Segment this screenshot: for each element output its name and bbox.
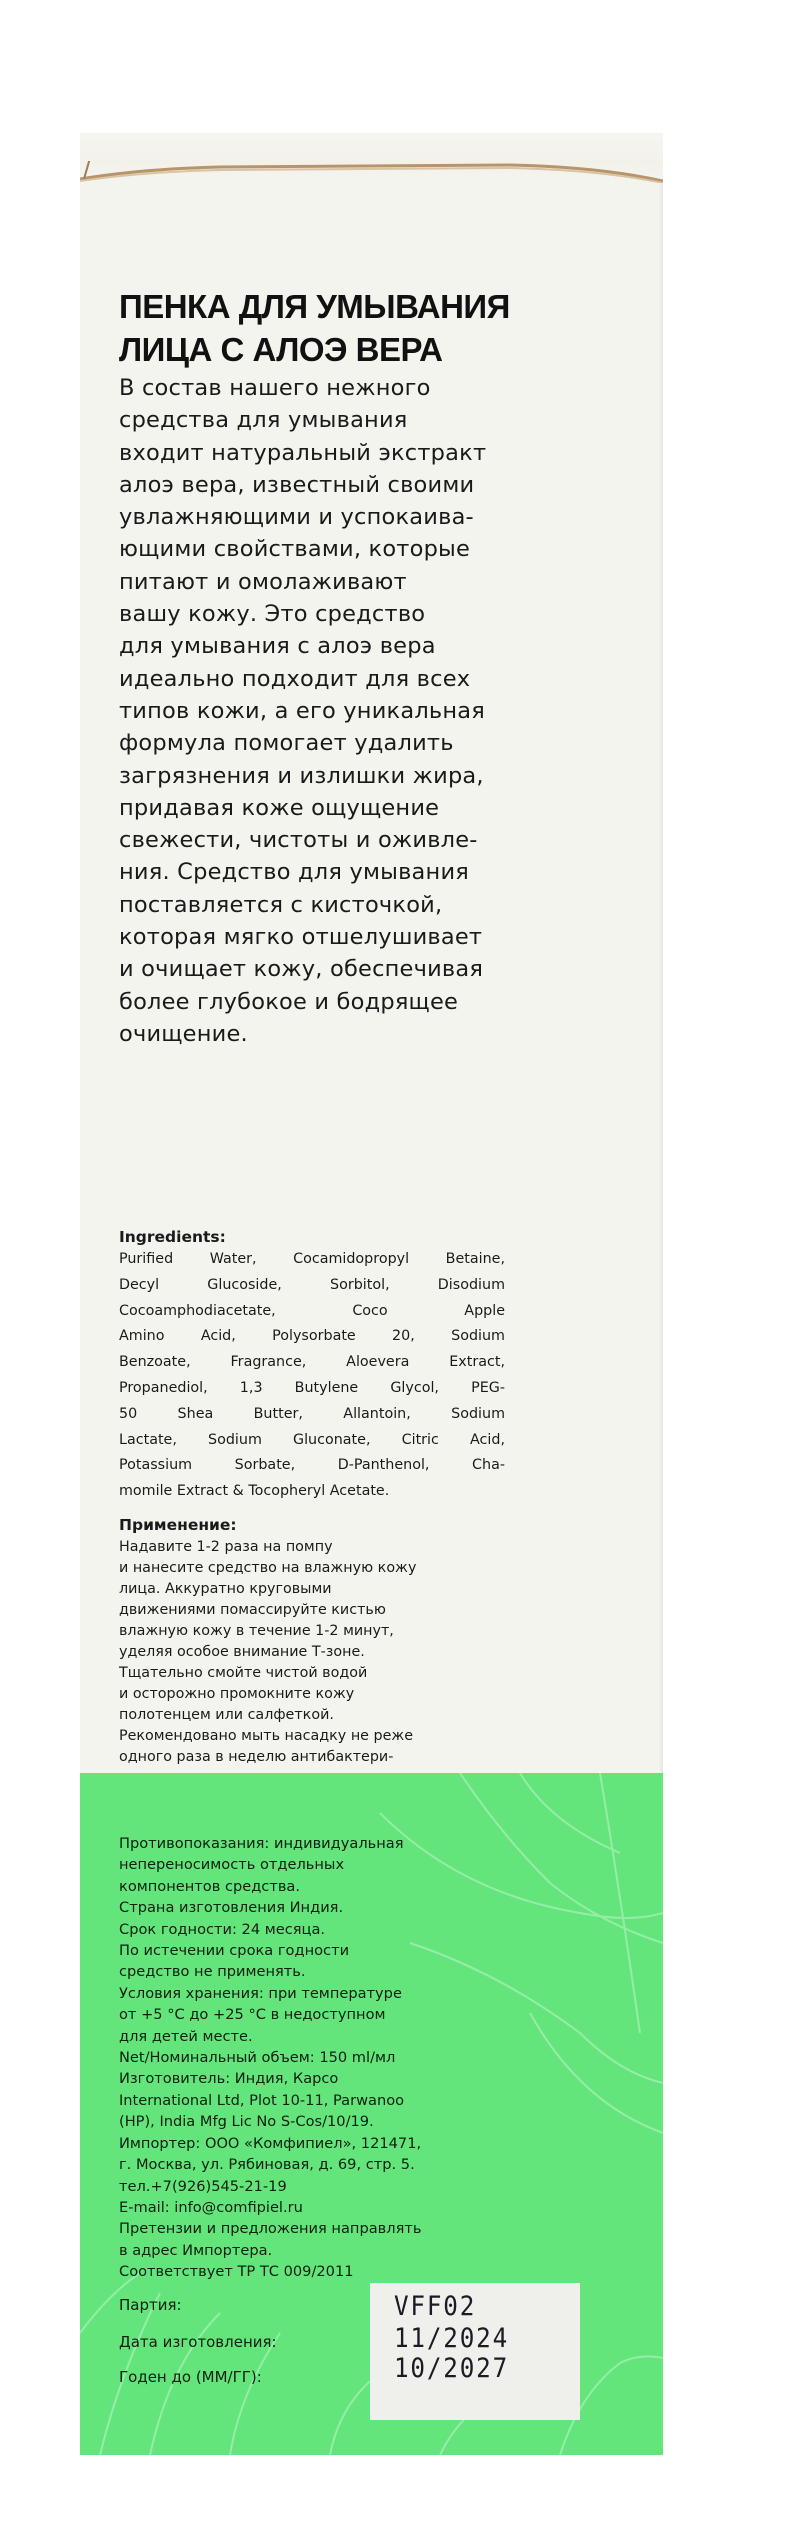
usage-line: и осторожно промокните кожу [119,1686,355,1702]
description-line: загрязнения и излишки жира, [119,762,484,789]
description-line: типов кожи, а его уникальная [119,697,485,724]
ingredients-line: Cocoamphodiacetate, Coco Apple [119,1302,505,1319]
description-line: входит натуральный экстракт [119,439,487,466]
info-line: средство не применять. [119,1963,306,1981]
info-line: По истечении срока годности [119,1942,350,1960]
lot-stamp-area [370,2283,580,2420]
info-line: E-mail: info@comfipiel.ru [119,2198,303,2216]
info-line: г. Москва, ул. Рябиновая, д. 69, стр. 5. [119,2156,415,2174]
info-line: Условия хранения: при температуре [119,1984,402,2002]
info-line: Соответствует ТР ТС 009/2011 [119,2263,354,2281]
product-box-side-panel [80,133,663,2455]
info-line: Net/Номинальный объем: 150 ml/мл [119,2049,396,2067]
description-line: и очищает кожу, обеспечивая [119,956,484,983]
usage-instructions [119,1537,539,1789]
info-line: компонентов средства. [119,1877,301,1895]
info-line: в адрес Импортера. [119,2241,273,2259]
description-line: питают и омолаживают [119,568,407,595]
ingredients-line: Benzoate, Fragrance, Aloevera Extract, [119,1354,505,1371]
box-flap-edge [80,161,663,183]
usage-line: Рекомендовано мыть насадку не реже [119,1728,414,1744]
description-line: средства для умывания [119,407,408,434]
usage-heading: Применение: [119,1516,237,1534]
info-line: Импортер: ООО «Комфипиел», 121471, [119,2134,422,2152]
description-line: ния. Средство для умывания [119,859,470,886]
product-description [119,372,619,1050]
usage-line: влажную кожу в течение 1-2 минут, [119,1623,394,1639]
title-line: ПЕНКА ДЛЯ УМЫВАНИЯ [119,288,510,325]
description-line: которая мягко отшелушивает [119,924,483,951]
description-line: ющими свойствами, которые [119,536,471,563]
description-line: вашу кожу. Это средство [119,601,426,628]
product-info [119,1833,619,2283]
usage-line: одного раза в неделю антибактери- [119,1749,394,1765]
info-line: Страна изготовления Индия. [119,1899,344,1917]
info-line: тел.+7(926)545-21-19 [119,2177,287,2195]
product-title [119,285,639,371]
description-line: для умывания с алоэ вера [119,633,436,660]
usage-line: и нанесите средство на влажную кожу [119,1560,417,1576]
ingredients-list [119,1247,505,1505]
usage-line: уделяя особое внимание Т-зоне. [119,1644,365,1660]
ingredients-line: Amino Acid, Polysorbate 20, Sodium [119,1328,505,1345]
ingredients-line: Lactate, Sodium Gluconate, Citric Acid, [119,1431,505,1448]
ingredients-line: momile Extract & Tocopheryl Acetate. [119,1483,390,1500]
title-line: ЛИЦА С АЛОЭ ВЕРА [119,331,443,368]
ingredients-heading: Ingredients: [119,1228,226,1246]
description-line: придавая коже ощущение [119,794,440,821]
info-line: непереносимость отдельных [119,1856,345,1874]
manufactured-date-label: Дата изготовления: [119,2333,277,2351]
usage-line: движениями помассируйте кистью [119,1602,386,1618]
description-line: идеально подходит для всех [119,665,471,692]
description-line: алоэ вера, известный своими [119,471,475,498]
description-line: более глубокое и бодрящее [119,988,459,1015]
info-line: для детей месте. [119,2027,253,2045]
info-line: Срок годности: 24 месяца. [119,1920,326,1938]
usage-line: Тщательно смойте чистой водой [119,1665,368,1681]
description-line: В состав нашего нежного [119,375,431,401]
usage-line: Надавите 1-2 раза на помпу [119,1539,333,1555]
expiry-date-label: Годен до (ММ/ГГ): [119,2368,262,2386]
ingredients-line: Purified Water, Cocamidopropyl Betaine, [119,1251,505,1267]
ingredients-line: Decyl Glucoside, Sorbitol, Disodium [119,1276,505,1293]
batch-number: VFF02 [394,2291,477,2322]
info-line: Противопоказания: индивидуальная [119,1835,404,1852]
info-line: International Ltd, Plot 10-11, Parwanoo [119,2091,405,2109]
description-line: увлажняющими и успокаива- [119,504,474,531]
description-line: свежести, чистоты и оживле- [119,827,478,854]
usage-line: полотенцем или салфеткой. [119,1707,334,1723]
info-line: Изготовитель: Индия, Карсо [119,2070,339,2088]
ingredients-line: Propanediol, 1,3 Butylene Glycol, PEG- [119,1379,505,1396]
manufactured-date: 11/2024 [394,2323,510,2354]
ingredients-line: 50 Shea Butter, Allantoin, Sodium [119,1405,505,1422]
batch-label: Партия: [119,2296,182,2314]
green-info-band [80,1773,663,2455]
ingredients-line: Potassium Sorbate, D-Panthenol, Cha- [119,1457,505,1474]
usage-line: лица. Аккуратно круговыми [119,1581,332,1597]
description-line: поставляется с кисточкой, [119,891,443,918]
expiry-date: 10/2027 [394,2353,510,2384]
description-line: формула помогает удалить [119,730,454,757]
info-line: (HP), India Mfg Lic No S-Cos/10/19. [119,2113,374,2131]
info-line: от +5 °С до +25 °С в недоступном [119,2006,386,2024]
description-line: очищение. [119,1020,248,1047]
info-line: Претензии и предложения направлять [119,2220,422,2238]
